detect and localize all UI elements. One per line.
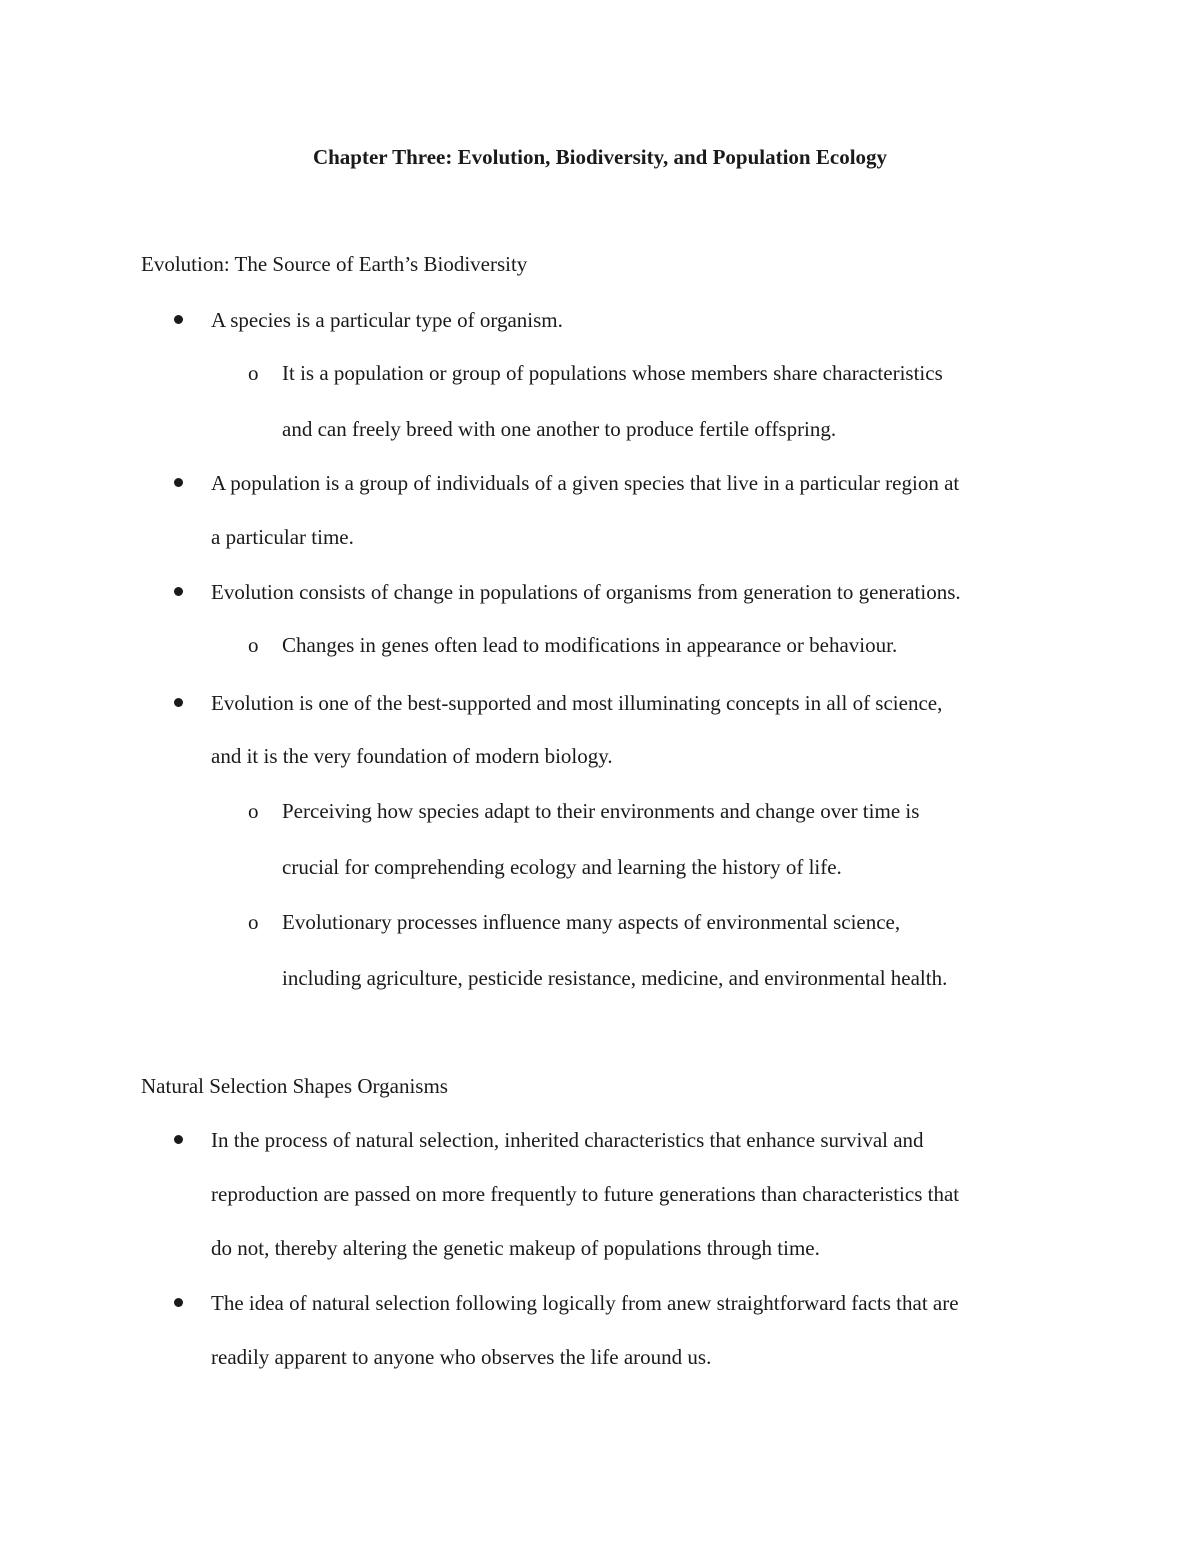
bullet-icon: [174, 478, 183, 487]
sub-list-item-text: It is a population or group of populations whose members share characteristics: [282, 361, 943, 385]
sub-list-item-text: crucial for comprehending ecology and learning the history of life.: [282, 855, 842, 879]
bullet-icon: [174, 698, 183, 707]
sub-bullet-icon: o: [248, 633, 259, 657]
sub-bullet-icon: o: [248, 799, 259, 823]
sub-list-item-text: and can freely breed with one another to produce fertile offspring.: [282, 417, 837, 441]
list-item-text: readily apparent to anyone who observes the life around us.: [211, 1345, 712, 1369]
document-title: Chapter Three: Evolution, Biodiversity, and Population Ecology: [312, 145, 888, 169]
list-item-text: Evolution is one of the best-supported and most illuminating concepts in all of science,: [211, 691, 943, 715]
list-item-text: a particular time.: [211, 525, 354, 549]
list-item-text: A population is a group of individuals of a given species that live in a particular region at: [211, 471, 960, 495]
section-heading: Natural Selection Shapes Organisms: [141, 1074, 448, 1098]
sub-list-item-text: Changes in genes often lead to modifications in appearance or behaviour.: [282, 633, 898, 657]
list-item-text: and it is the very foundation of modern biology.: [211, 744, 613, 768]
sub-list-item-text: Perceiving how species adapt to their environments and change over time is: [282, 799, 920, 823]
list-item-text: In the process of natural selection, inherited characteristics that enhance survival and: [211, 1128, 924, 1152]
list-item-text: do not, thereby altering the genetic makeup of populations through time.: [211, 1236, 820, 1260]
list-item-text: Evolution consists of change in populations of organisms from generation to generations.: [211, 580, 961, 604]
bullet-icon: [174, 1298, 183, 1307]
sub-bullet-icon: o: [248, 910, 259, 934]
list-item-text: The idea of natural selection following logically from anew straightforward facts that are: [211, 1291, 959, 1315]
bullet-icon: [174, 587, 183, 596]
bullet-icon: [174, 315, 183, 324]
list-item-text: A species is a particular type of organism.: [211, 308, 563, 332]
sub-list-item-text: including agriculture, pesticide resistance, medicine, and environmental health.: [282, 966, 948, 990]
sub-list-item-text: Evolutionary processes influence many aspects of environmental science,: [282, 910, 901, 934]
section-heading: Evolution: The Source of Earth’s Biodiversity: [141, 252, 528, 276]
list-item-text: reproduction are passed on more frequently to future generations than characteristics that: [211, 1182, 960, 1206]
sub-bullet-icon: o: [248, 361, 259, 385]
bullet-icon: [174, 1135, 183, 1144]
